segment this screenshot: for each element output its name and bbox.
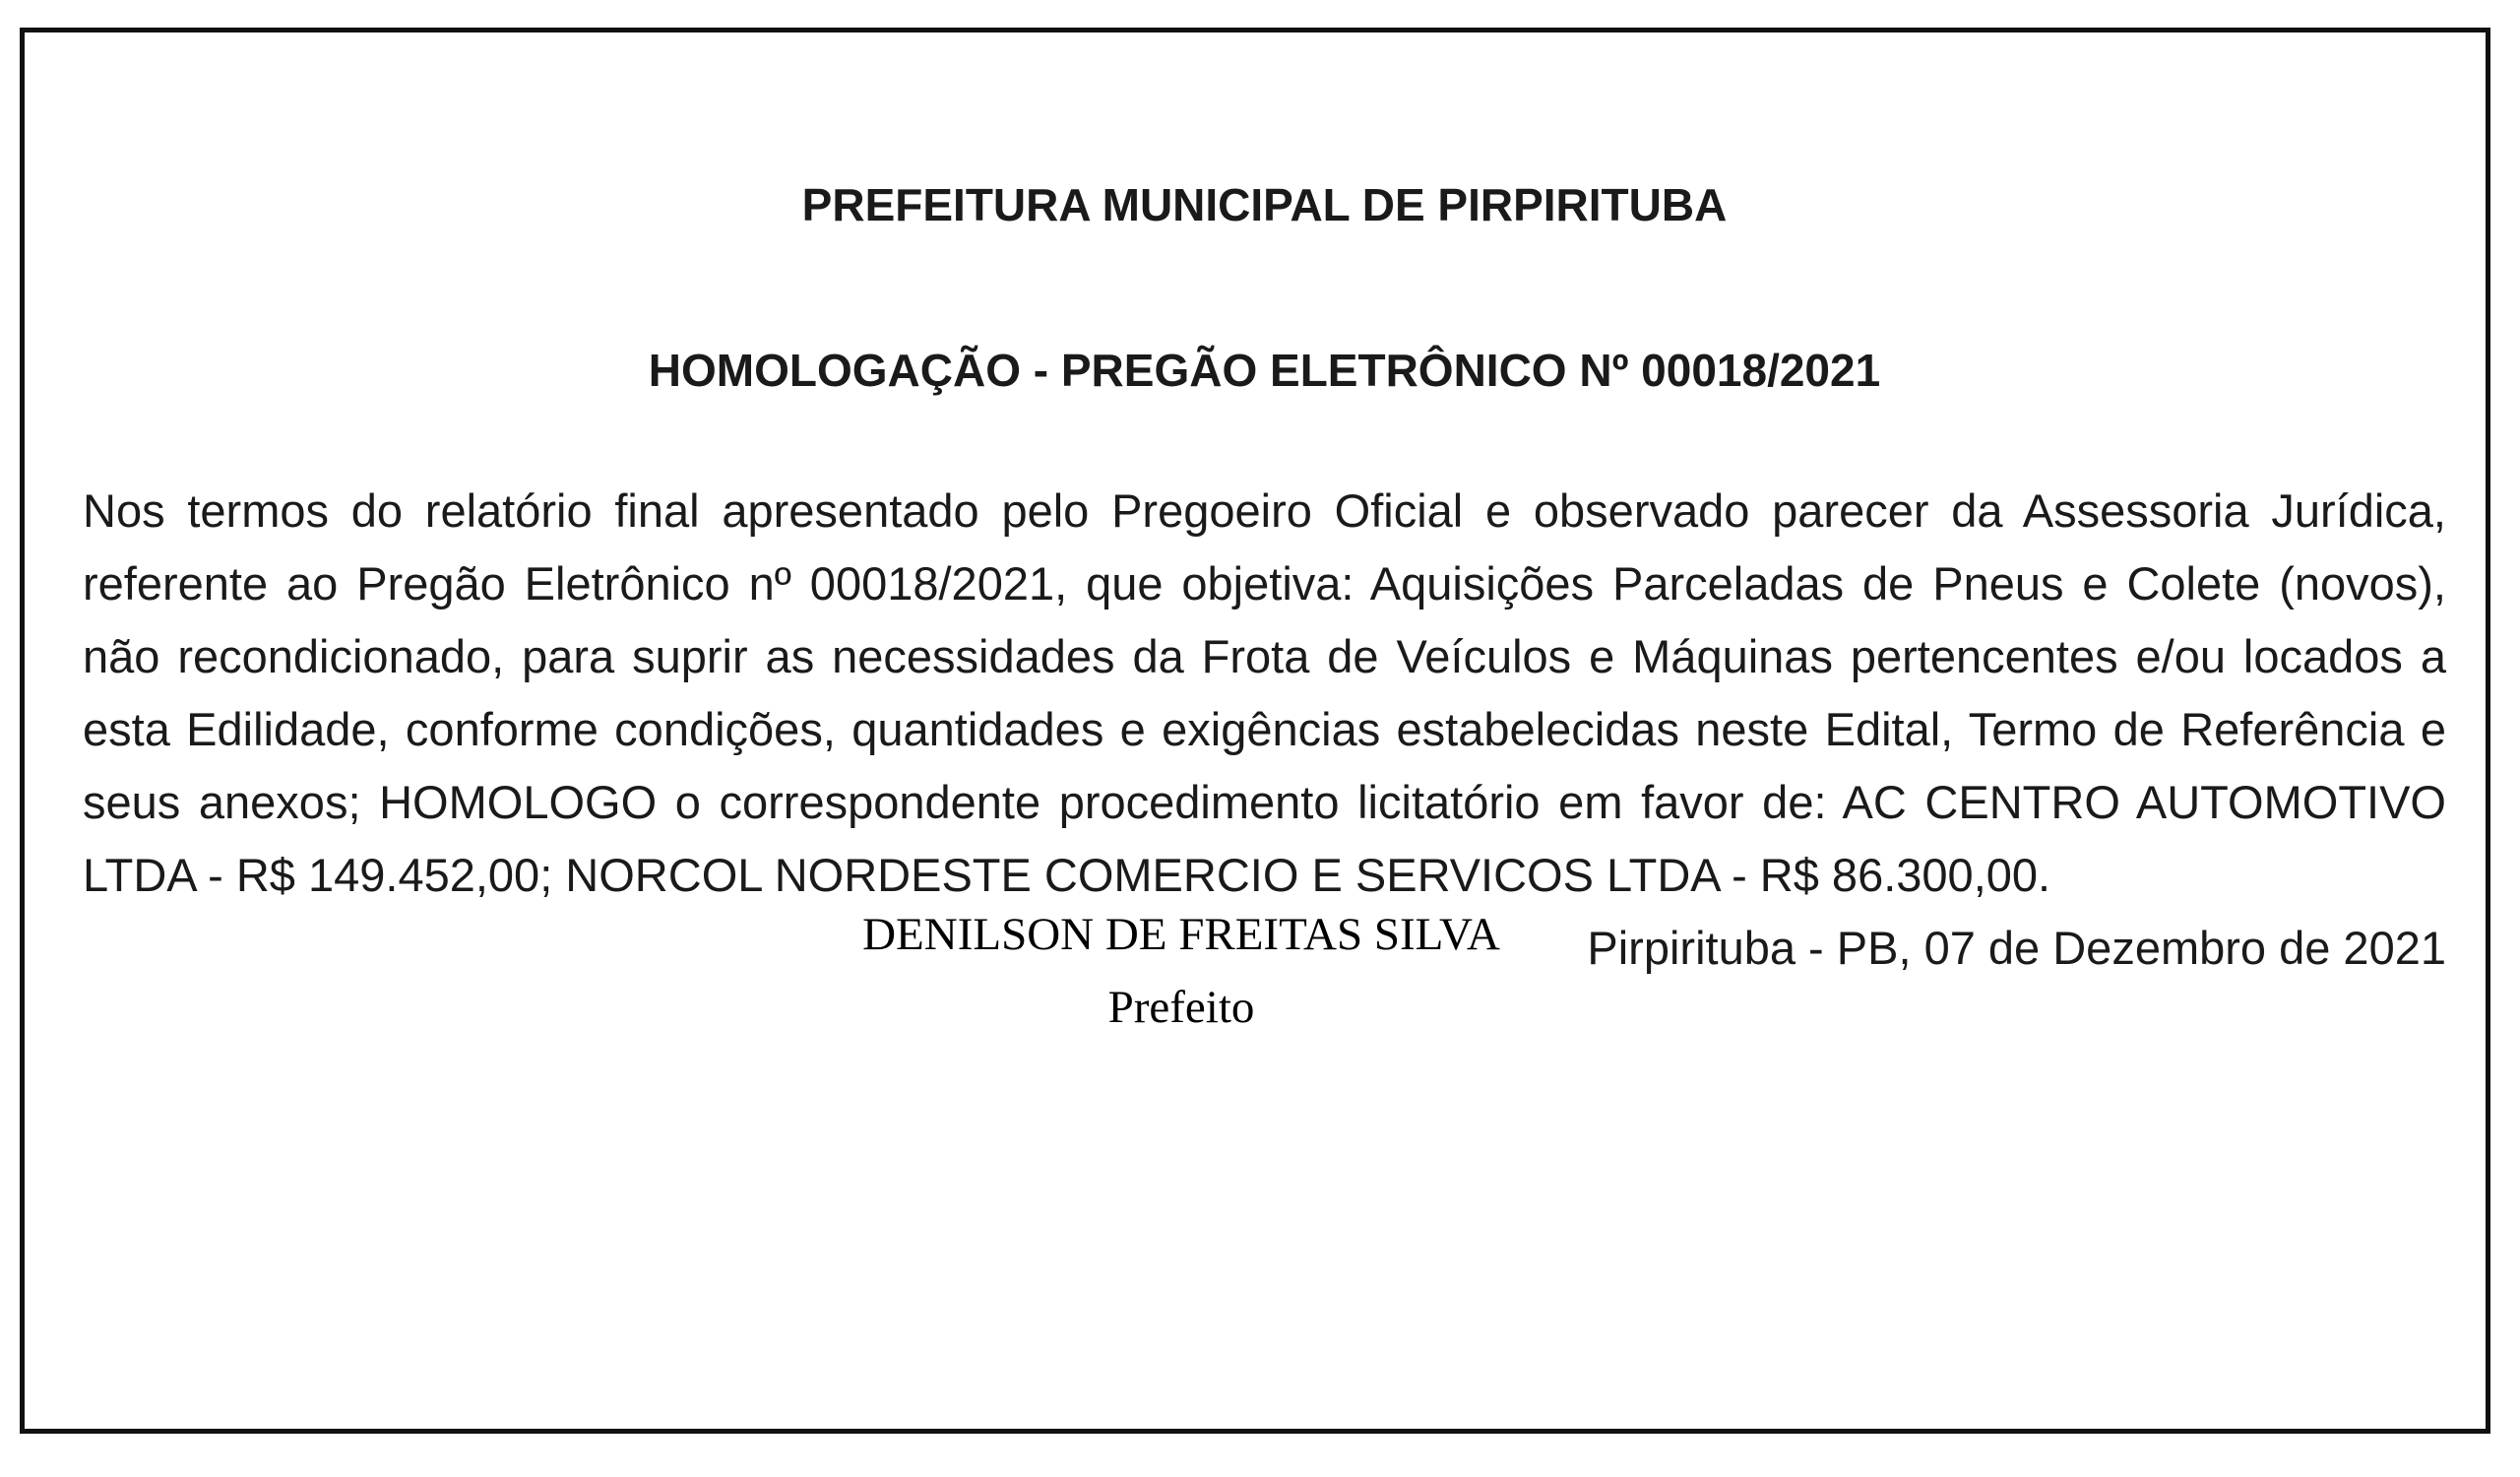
- signatory-role: Prefeito: [1107, 982, 1255, 1033]
- notice-content: [83, 177, 2446, 985]
- notice-title: HOMOLOGAÇÃO - PREGÃO ELETRÔNICO Nº 00018/2021: [648, 345, 1881, 396]
- place-date: Pirpirituba - PB, 07 de Dezembro de 2021: [1587, 922, 2446, 974]
- notice-body: Nos termos do relatório final apresentado pelo Pregoeiro Oficial e observado parecer da Assessoria Jurídica, referente ao Pregão Eletrônico nº 00018/2021, que objetiva: Aquisições Parceladas de Pneus e Colete (novos), não recondicionado, para suprir as necessidades da Frota de Veículos e Máquinas pertencentes e/ou locados a esta Edilidade, conforme condições, quantidades e exigências estabelecidas neste Edital, Termo de Referência e seus anexos; HOMOLOGO o correspondente procedimento licitatório em favor de: AC CENTRO AUTOMOTIVO LTDA - R$ 149.452,00; NORCOL NORDESTE COMERCIO E SERVICOS LTDA - R$ 86.300,00.: [83, 484, 2446, 901]
- signature-block: [0, 898, 2362, 1044]
- signatory-name: DENILSON DE FREITAS SILVA: [862, 909, 1500, 960]
- organization-heading: PREFEITURA MUNICIPAL DE PIRPIRITUBA: [801, 179, 1728, 230]
